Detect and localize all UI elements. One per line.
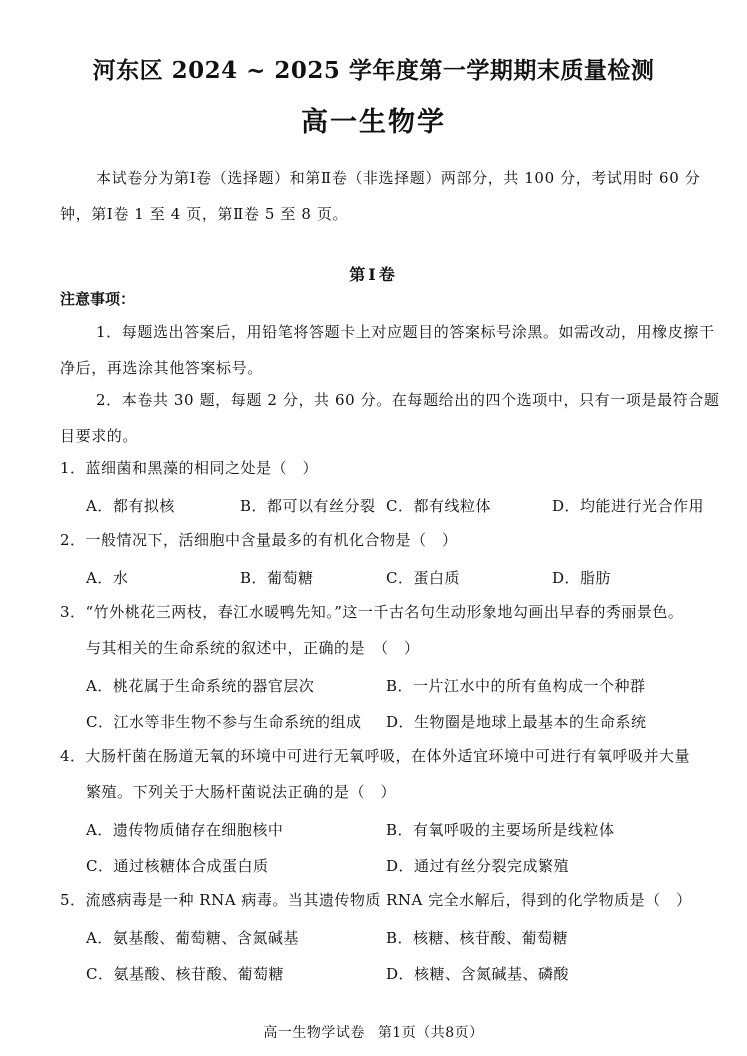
exam-title: 河东区 2024 ~ 2025 学年度第一学期期末质量检测 [92, 57, 655, 84]
question-1-option-c: C．都有线粒体 [386, 497, 491, 515]
section-title: 第Ⅰ卷 [349, 265, 398, 284]
question-5-option-a: A．氨基酸、葡萄糖、含氮碱基 [86, 929, 299, 947]
question-5-option-b: B．核糖、核苷酸、葡萄糖 [386, 929, 569, 947]
question-1-stem: 1．蓝细菌和黑藻的相同之处是（ ） [60, 459, 319, 477]
question-2-option-c: C．蛋白质 [386, 569, 460, 587]
question-5-option-c: C．氨基酸、核苷酸、葡萄糖 [86, 965, 284, 983]
page-footer [0, 1022, 747, 1042]
question-4-option-c: C．通过核糖体合成蛋白质 [86, 857, 269, 875]
question-2-option-a: A．水 [86, 569, 129, 587]
footer-page-number: 第1页（共8页） [377, 1025, 484, 1041]
question-3-option-a: A．桃花属于生命系统的器官层次 [86, 677, 315, 695]
question-4-stem: 4．大肠杆菌在肠道无氧的环境中可进行无氧呼吸，在体外适宜环境中可进行有氧呼吸并大量 [60, 747, 691, 765]
question-1-option-d: D．均能进行光合作用 [552, 497, 705, 515]
question-4-option-d: D．通过有丝分裂完成繁殖 [386, 857, 570, 875]
question-4-stem-cont: 繁殖。下列关于大肠杆菌说法正确的是（ ） [86, 783, 397, 801]
question-3-stem-cont: 与其相关的生命系统的叙述中，正确的是 （ ） [86, 639, 420, 657]
question-5-option-d: D．核糖、含氮碱基、磷酸 [386, 965, 570, 983]
notice-heading: 注意事项： [60, 290, 136, 308]
question-2-option-b: B．葡萄糖 [240, 569, 314, 587]
question-2-stem: 2．一般情况下，活细胞中含量最多的有机化合物是（ ） [60, 531, 458, 549]
question-1-option-a: A．都有拟核 [86, 497, 175, 515]
question-2-option-d: D．脂肪 [552, 569, 612, 587]
notice-item-2: 2．本卷共 30 题，每题 2 分，共 60 分。在每题给出的四个选项中，只有一项是最符合题目要求的。 [60, 391, 720, 445]
exam-intro: 本试卷分为第Ⅰ卷（选择题）和第Ⅱ卷（非选择题）两部分，共 100 分，考试用时 60 分钟，第Ⅰ卷 1 至 4 页，第Ⅱ卷 5 至 8 页。 [60, 169, 701, 223]
question-3-option-d: D．生物圈是地球上最基本的生命系统 [386, 713, 647, 731]
question-1-option-b: B．都可以有丝分裂 [240, 497, 376, 515]
exam-subject: 高一生物学 [301, 107, 446, 138]
question-5-stem: 5．流感病毒是一种 RNA 病毒。当其遗传物质 RNA 完全水解后，得到的化学物质是（ ） [60, 891, 692, 909]
footer-subject: 高一生物学试卷 [263, 1025, 365, 1041]
question-4-option-a: A．遗传物质储存在细胞核中 [86, 821, 284, 839]
notice-item-1: 1．每题选出答案后，用铅笔将答题卡上对应题目的答案标号涂黑。如需改动，用橡皮擦干净后，再选涂其他答案标号。 [60, 323, 715, 377]
question-3-stem: 3．“竹外桃花三两枝，春江水暖鸭先知。”这一千古名句生动形象地勾画出早春的秀丽景色。 [60, 603, 684, 621]
question-4-option-b: B．有氧呼吸的主要场所是线粒体 [386, 821, 615, 839]
question-3-option-c: C．江水等非生物不参与生命系统的组成 [86, 713, 362, 731]
question-3-option-b: B．一片江水中的所有鱼构成一个种群 [386, 677, 646, 695]
